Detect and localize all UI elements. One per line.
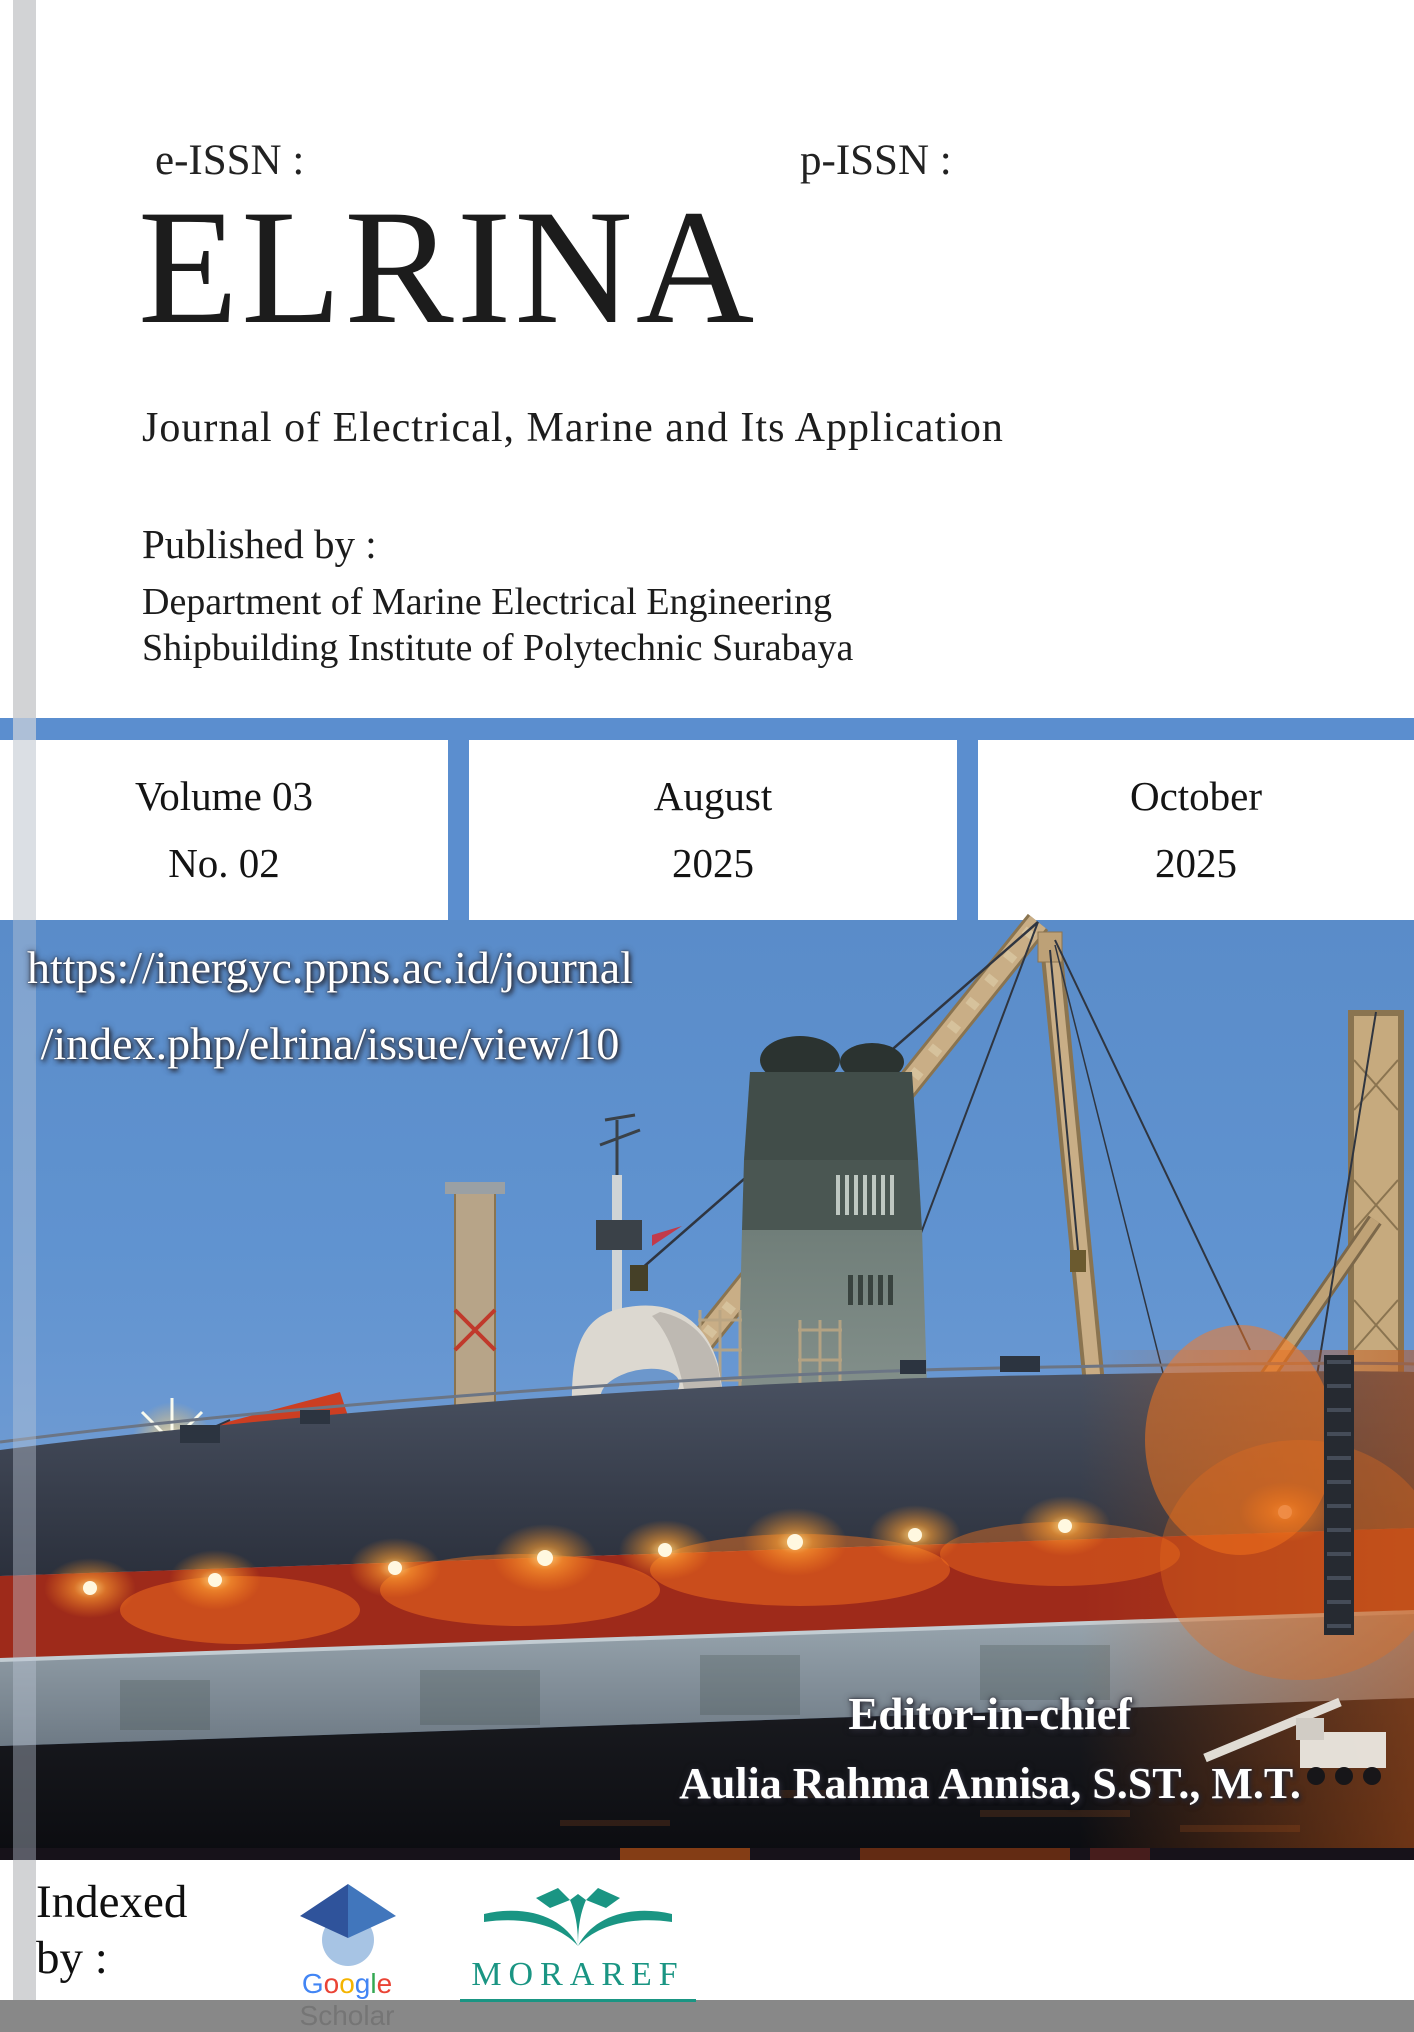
start-month-box xyxy=(469,740,957,920)
end-month-label: October xyxy=(1129,773,1263,819)
issue-url-line1[interactable]: https://inergyc.ppns.ac.id/journal xyxy=(27,942,633,993)
google-scholar-logo[interactable] xyxy=(252,1876,442,2031)
book-spine-strip xyxy=(13,1860,36,2000)
graduation-cap-icon xyxy=(298,1882,398,1970)
journal-subtitle: Journal of Electrical, Marine and Its Application xyxy=(142,405,1004,451)
volume-number-box xyxy=(0,740,448,920)
book-spine-strip xyxy=(13,0,36,718)
book-spine-strip xyxy=(13,718,36,920)
publisher-department: Department of Marine Electrical Engineering xyxy=(142,581,833,623)
scholar-text: Scholar xyxy=(299,2000,395,2031)
start-year-label: 2025 xyxy=(672,840,754,886)
editor-name: Aulia Rahma Annisa, S.ST., M.T. xyxy=(679,1758,1301,1808)
moraref-wordmark: MORAREF xyxy=(460,1956,696,2002)
indexed-by-label: Indexed by : xyxy=(36,1876,188,1984)
journal-title: ELRINA xyxy=(138,177,758,358)
google-letter: g xyxy=(354,1968,371,1999)
start-month-label: August xyxy=(653,773,773,819)
google-letter: G xyxy=(301,1968,324,1999)
photo-bottom-strip xyxy=(0,1848,1414,1860)
e-issn-label: e-ISSN : xyxy=(155,137,305,184)
issue-number-label: No. 02 xyxy=(168,840,280,886)
google-scholar-wordmark xyxy=(252,1968,442,2032)
shipyard-photo xyxy=(0,920,1414,1860)
volume-label: Volume 03 xyxy=(134,773,314,819)
issue-url[interactable] xyxy=(18,930,642,1082)
end-year-label: 2025 xyxy=(1155,840,1237,886)
editor-in-chief-label: Editor-in-chief xyxy=(848,1689,1132,1739)
issue-url-line2[interactable]: /index.php/elrina/issue/view/10 xyxy=(40,1018,620,1069)
google-letter: o xyxy=(339,1968,355,1999)
end-month-box xyxy=(978,740,1414,920)
google-letter: e xyxy=(376,1968,393,1999)
publisher-institute: Shipbuilding Institute of Polytechnic Surabaya xyxy=(142,627,854,669)
issue-info-band xyxy=(0,718,1414,920)
indexing-footer xyxy=(0,1860,1414,2031)
moraref-logo[interactable] xyxy=(460,1876,696,1996)
published-by-label: Published by : xyxy=(142,521,377,567)
google-letter: l xyxy=(370,1968,377,1999)
open-book-icon xyxy=(478,1884,678,1948)
editor-block xyxy=(610,1690,1370,1808)
p-issn-label: p-ISSN : xyxy=(800,137,952,184)
google-letter: o xyxy=(323,1968,340,1999)
